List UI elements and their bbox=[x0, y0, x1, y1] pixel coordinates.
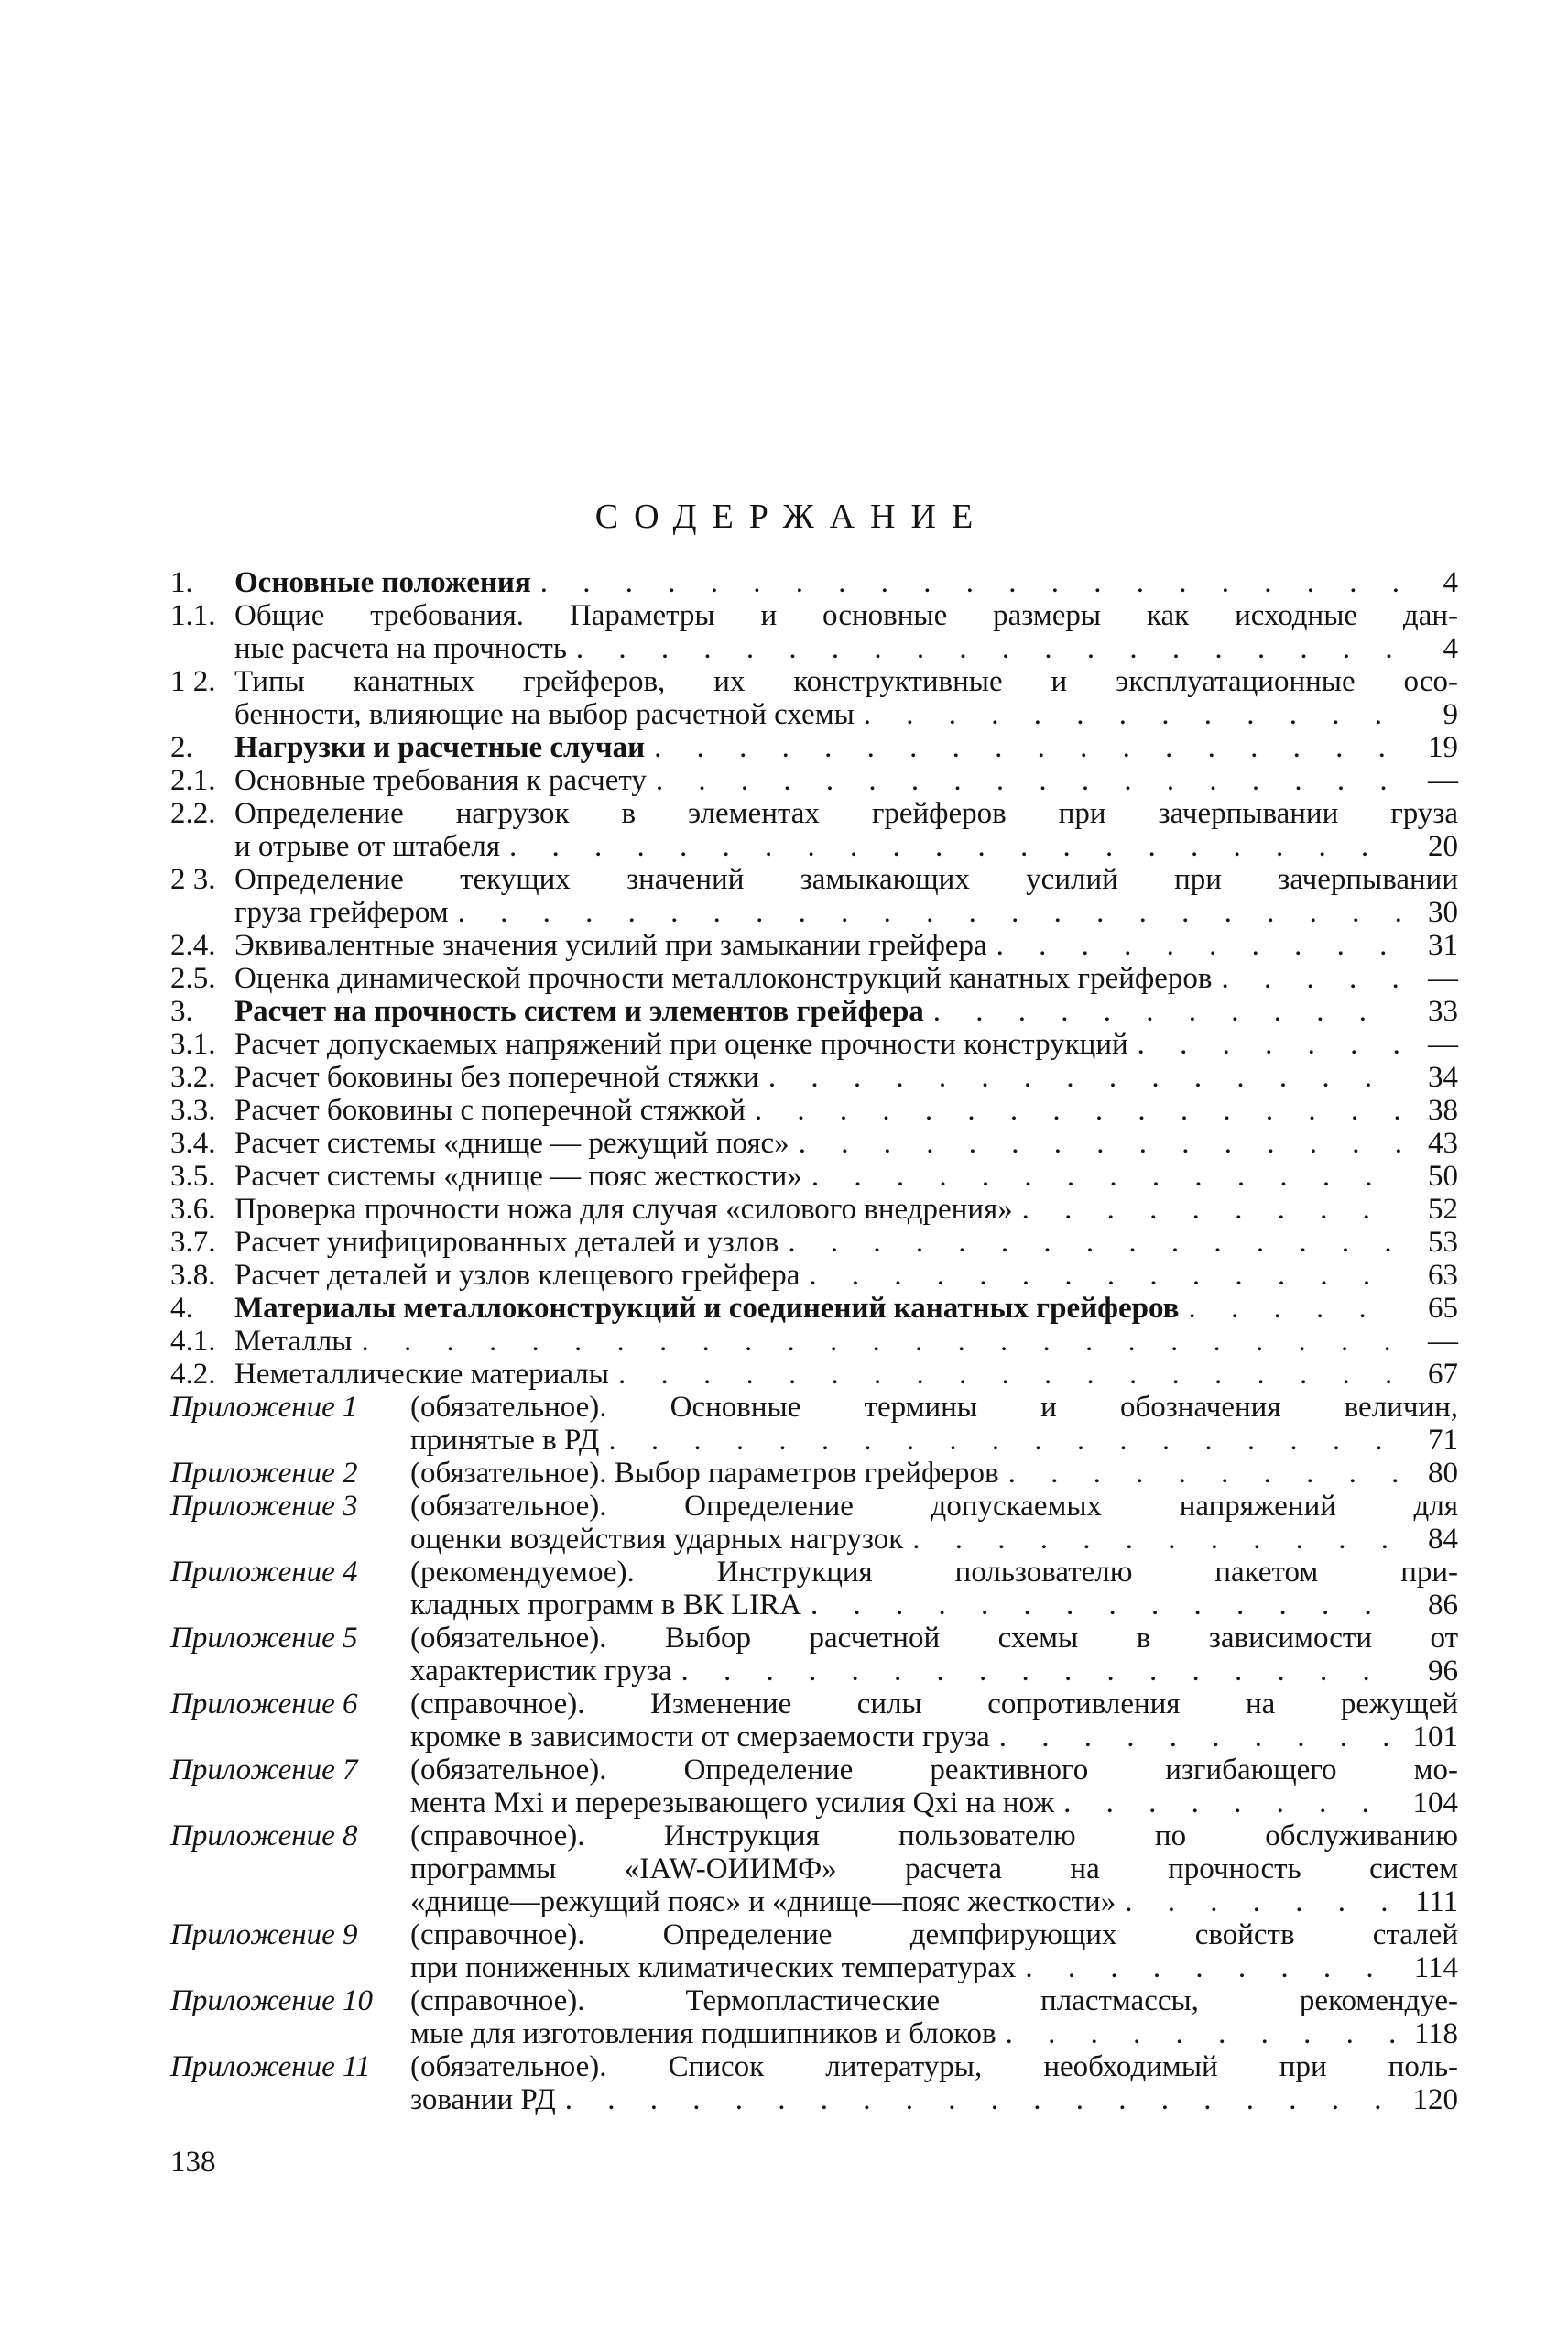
toc-entry bbox=[170, 1127, 1458, 1160]
dot-leader bbox=[645, 731, 1403, 764]
entry-body bbox=[234, 665, 1458, 731]
appendix-label: Приложение 5 bbox=[170, 1622, 358, 1655]
entry-title: кромке в зависимости от смерзаемости груза bbox=[410, 1721, 990, 1753]
section-number: 3.5. bbox=[170, 1160, 216, 1193]
entry-text-line: (рекомендуемое). Инструкция пользователю пакетом при- bbox=[410, 1556, 1458, 1589]
section-number: 3.1. bbox=[170, 1028, 216, 1061]
entry-last-line bbox=[234, 1226, 1458, 1259]
entry-last-line bbox=[234, 1325, 1458, 1358]
section-number: 3.7. bbox=[170, 1226, 216, 1259]
entry-last-line bbox=[410, 1885, 1458, 1918]
appendix-entry bbox=[170, 1918, 1458, 1984]
entry-page-number: 71 bbox=[1428, 1424, 1458, 1457]
page-title: СОДЕРЖАНИЕ bbox=[594, 497, 989, 536]
section-number: 4. bbox=[170, 1292, 193, 1325]
entry-last-line bbox=[234, 1259, 1458, 1292]
entry-last-line bbox=[234, 632, 1458, 665]
entry-title: Неметаллические материалы bbox=[234, 1358, 609, 1391]
dot-leader bbox=[1054, 1786, 1403, 1819]
toc-entry bbox=[170, 929, 1458, 962]
appendix-entry bbox=[170, 1984, 1458, 2050]
entry-last-line bbox=[234, 896, 1458, 929]
toc-entry bbox=[170, 1226, 1458, 1259]
entry-body bbox=[234, 1193, 1458, 1226]
toc-entry bbox=[170, 1358, 1458, 1391]
dot-leader bbox=[801, 1589, 1403, 1622]
dot-leader bbox=[500, 830, 1403, 863]
entry-page-number: — bbox=[1428, 1325, 1458, 1358]
entry-text-line: (справочное). Определение демпфирующих свойств сталей bbox=[410, 1918, 1458, 1951]
entry-title: оценки воздействия ударных нагрузок bbox=[410, 1523, 904, 1556]
entry-body bbox=[234, 1094, 1458, 1127]
entry-page-number: 30 bbox=[1428, 896, 1458, 929]
entry-page-number: 4 bbox=[1443, 566, 1458, 599]
entry-last-line bbox=[234, 962, 1458, 995]
section-number: 2 3. bbox=[170, 863, 216, 896]
entry-body bbox=[410, 1984, 1458, 2050]
entry-title: бенности, влияющие на выбор расчетной схемы bbox=[234, 698, 855, 731]
entry-title: зовании РД bbox=[410, 2083, 556, 2116]
appendix-entry bbox=[170, 1819, 1458, 1918]
dot-leader bbox=[800, 1259, 1403, 1292]
entry-last-line bbox=[410, 2083, 1458, 2116]
appendix-entry bbox=[170, 2050, 1458, 2116]
section-number: 1. bbox=[170, 566, 193, 599]
section-number: 2.5. bbox=[170, 962, 216, 995]
dot-leader bbox=[996, 2017, 1403, 2050]
entry-title: груза грейфером bbox=[234, 896, 449, 929]
entry-body bbox=[234, 962, 1458, 995]
dot-leader bbox=[855, 698, 1403, 731]
section-number: 2. bbox=[170, 731, 193, 764]
toc-entry bbox=[170, 1028, 1458, 1061]
entry-page-number: 84 bbox=[1428, 1523, 1458, 1556]
entry-title: Основные требования к расчету bbox=[234, 764, 647, 797]
entry-body bbox=[410, 1457, 1458, 1490]
section-number: 3.2. bbox=[170, 1061, 216, 1094]
entry-title: при пониженных климатических температурах bbox=[410, 1951, 1017, 1984]
entry-text-line: (обязательное). Основные термины и обозначения величин, bbox=[410, 1391, 1458, 1424]
appendix-entry bbox=[170, 1622, 1458, 1688]
entry-page-number: — bbox=[1428, 962, 1458, 995]
entry-title: Расчет допускаемых напряжений при оценке прочности конструкций bbox=[234, 1028, 1128, 1061]
entry-last-line bbox=[410, 1655, 1458, 1688]
entry-page-number: 111 bbox=[1414, 1885, 1458, 1918]
entry-body bbox=[234, 929, 1458, 962]
entry-last-line bbox=[234, 995, 1458, 1028]
section-number: 3.6. bbox=[170, 1193, 216, 1226]
dot-leader bbox=[609, 1358, 1403, 1391]
page-number: 138 bbox=[170, 2146, 216, 2179]
toc-entry bbox=[170, 599, 1458, 665]
entry-last-line bbox=[410, 2017, 1458, 2050]
entry-title: Основные положения bbox=[234, 566, 531, 599]
entry-page-number: 4 bbox=[1443, 632, 1458, 665]
entry-text-line: программы «IAW-ОИИМФ» расчета на прочность систем bbox=[410, 1852, 1458, 1885]
entry-title: (обязательное). Выбор параметров грейферов bbox=[410, 1457, 999, 1490]
entry-title: Расчет боковины без поперечной стяжки bbox=[234, 1061, 759, 1094]
toc-entry bbox=[170, 1061, 1458, 1094]
entry-last-line bbox=[234, 1028, 1458, 1061]
appendix-label: Приложение 1 bbox=[170, 1391, 358, 1424]
entry-body bbox=[410, 1490, 1458, 1556]
toc-entry bbox=[170, 1292, 1458, 1325]
appendix-label: Приложение 8 bbox=[170, 1819, 358, 1852]
dot-leader bbox=[567, 632, 1403, 665]
section-number: 4.1. bbox=[170, 1325, 216, 1358]
entry-body bbox=[410, 2050, 1458, 2116]
toc-entry bbox=[170, 995, 1458, 1028]
toc-entry bbox=[170, 665, 1458, 731]
dot-leader bbox=[1016, 1951, 1403, 1984]
entry-page-number: 53 bbox=[1428, 1226, 1458, 1259]
entry-title: Металлы bbox=[234, 1325, 353, 1358]
dot-leader bbox=[802, 1160, 1403, 1193]
table-of-contents bbox=[170, 566, 1458, 2116]
entry-page-number: 9 bbox=[1443, 698, 1458, 731]
appendix-label: Приложение 4 bbox=[170, 1556, 358, 1589]
entry-last-line bbox=[234, 698, 1458, 731]
dot-leader bbox=[1213, 962, 1403, 995]
appendix-label: Приложение 6 bbox=[170, 1688, 358, 1721]
entry-last-line bbox=[234, 764, 1458, 797]
entry-body bbox=[410, 1622, 1458, 1688]
dot-leader bbox=[746, 1094, 1403, 1127]
entry-page-number: 33 bbox=[1428, 995, 1458, 1028]
dot-leader bbox=[789, 1127, 1403, 1160]
dot-leader bbox=[671, 1655, 1403, 1688]
entry-page-number: 104 bbox=[1412, 1786, 1458, 1819]
entry-last-line bbox=[410, 1523, 1458, 1556]
appendix-label: Приложение 11 bbox=[170, 2050, 371, 2083]
entry-text-line: (справочное). Термопластические пластмассы, рекомендуе- bbox=[410, 1984, 1458, 2017]
entry-page-number: 101 bbox=[1412, 1721, 1458, 1753]
entry-last-line bbox=[234, 1127, 1458, 1160]
entry-body bbox=[234, 1325, 1458, 1358]
entry-page-number: 80 bbox=[1428, 1457, 1458, 1490]
dot-leader bbox=[987, 929, 1403, 962]
entry-last-line bbox=[410, 1721, 1458, 1753]
entry-page-number: 50 bbox=[1428, 1160, 1458, 1193]
dot-leader bbox=[556, 2083, 1403, 2116]
entry-text-line: Общие требования. Параметры и основные размеры как исходные дан- bbox=[234, 599, 1458, 632]
section-number: 2.4. bbox=[170, 929, 216, 962]
toc-entry bbox=[170, 962, 1458, 995]
entry-last-line bbox=[234, 1094, 1458, 1127]
entry-text-line: Определение текущих значений замыкающих усилий при зачерпывании bbox=[234, 863, 1458, 896]
appendix-label: Приложение 7 bbox=[170, 1753, 358, 1786]
section-number: 3. bbox=[170, 995, 193, 1028]
entry-last-line bbox=[410, 1457, 1458, 1490]
entry-title: кладных программ в ВК LIRA bbox=[410, 1589, 801, 1622]
entry-title: Расчет деталей и узлов клещевого грейфера bbox=[234, 1259, 800, 1292]
dot-leader bbox=[647, 764, 1403, 797]
entry-page-number: 43 bbox=[1428, 1127, 1458, 1160]
appendix-entry bbox=[170, 1753, 1458, 1819]
entry-body bbox=[410, 1819, 1458, 1918]
entry-title: мента Mxi и перерезывающего усилия Qxi на нож bbox=[410, 1786, 1055, 1819]
entry-page-number: — bbox=[1428, 764, 1458, 797]
entry-body bbox=[234, 1061, 1458, 1094]
section-number: 1.1. bbox=[170, 599, 216, 632]
appendix-entry bbox=[170, 1391, 1458, 1457]
toc-entry bbox=[170, 1094, 1458, 1127]
entry-title: мые для изготовления подшипников и блоков bbox=[410, 2017, 996, 2050]
entry-page-number: 114 bbox=[1413, 1951, 1458, 1984]
entry-page-number: 63 bbox=[1428, 1259, 1458, 1292]
entry-last-line bbox=[234, 1061, 1458, 1094]
entry-title: Расчет системы «днище — пояс жесткости» bbox=[234, 1160, 802, 1193]
entry-body bbox=[410, 1391, 1458, 1457]
entry-title: и отрыве от штабеля bbox=[234, 830, 501, 863]
toc-entry bbox=[170, 566, 1458, 599]
appendix-label: Приложение 3 bbox=[170, 1490, 358, 1523]
dot-leader bbox=[599, 1424, 1403, 1457]
entry-title: характеристик груза bbox=[410, 1655, 672, 1688]
dot-leader bbox=[1116, 1885, 1403, 1918]
entry-body bbox=[234, 1160, 1458, 1193]
entry-body bbox=[234, 1028, 1458, 1061]
entry-last-line bbox=[234, 830, 1458, 863]
dot-leader bbox=[352, 1325, 1403, 1358]
entry-last-line bbox=[410, 1951, 1458, 1984]
appendix-label: Приложение 9 bbox=[170, 1918, 358, 1951]
dot-leader bbox=[990, 1721, 1403, 1753]
entry-page-number: 96 bbox=[1428, 1655, 1458, 1688]
toc-entry bbox=[170, 1325, 1458, 1358]
entry-body bbox=[234, 599, 1458, 665]
entry-page-number: 52 bbox=[1428, 1193, 1458, 1226]
dot-leader bbox=[1128, 1028, 1403, 1061]
dot-leader bbox=[1013, 1193, 1403, 1226]
entry-last-line bbox=[234, 1160, 1458, 1193]
dot-leader bbox=[999, 1457, 1403, 1490]
entry-body bbox=[234, 1292, 1458, 1325]
dot-leader bbox=[924, 995, 1403, 1028]
entry-text-line: (обязательное). Определение реактивного изгибающего мо- bbox=[410, 1753, 1458, 1786]
entry-text-line: Типы канатных грейферов, их конструктивные и эксплуатационные осо- bbox=[234, 665, 1458, 698]
entry-last-line bbox=[410, 1424, 1458, 1457]
entry-title: ные расчета на прочность bbox=[234, 632, 567, 665]
entry-page-number: 31 bbox=[1428, 929, 1458, 962]
toc-entry bbox=[170, 764, 1458, 797]
entry-last-line bbox=[410, 1589, 1458, 1622]
dot-leader bbox=[779, 1226, 1403, 1259]
entry-text-line: Определение нагрузок в элементах грейферов при зачерпывании груза bbox=[234, 797, 1458, 830]
entry-body bbox=[234, 1127, 1458, 1160]
entry-body bbox=[234, 731, 1458, 764]
appendix-entry bbox=[170, 1490, 1458, 1556]
entry-page-number: 34 bbox=[1428, 1061, 1458, 1094]
entry-page-number: 19 bbox=[1428, 731, 1458, 764]
entry-last-line bbox=[234, 1358, 1458, 1391]
entry-body bbox=[410, 1688, 1458, 1753]
entry-page-number: 118 bbox=[1413, 2017, 1458, 2050]
entry-title: «днище—режущий пояс» и «днище—пояс жесткости» bbox=[410, 1885, 1116, 1918]
entry-last-line bbox=[410, 1786, 1458, 1819]
section-number: 4.2. bbox=[170, 1358, 216, 1391]
toc-entry bbox=[170, 731, 1458, 764]
entry-last-line bbox=[234, 731, 1458, 764]
entry-title: Оценка динамической прочности металлоконструкций канатных грейферов bbox=[234, 962, 1213, 995]
appendix-label: Приложение 10 bbox=[170, 1984, 373, 2017]
entry-text-line: (обязательное). Выбор расчетной схемы в зависимости от bbox=[410, 1622, 1458, 1655]
section-number: 3.3. bbox=[170, 1094, 216, 1127]
entry-title: Расчет системы «днище — режущий пояс» bbox=[234, 1127, 789, 1160]
entry-page-number: 67 bbox=[1428, 1358, 1458, 1391]
dot-leader bbox=[759, 1061, 1403, 1094]
entry-body bbox=[234, 1358, 1458, 1391]
dot-leader bbox=[903, 1523, 1403, 1556]
entry-page-number: 38 bbox=[1428, 1094, 1458, 1127]
dot-leader bbox=[449, 896, 1403, 929]
entry-text-line: (обязательное). Список литературы, необходимый при поль- bbox=[410, 2050, 1458, 2083]
entry-last-line bbox=[234, 566, 1458, 599]
appendix-label: Приложение 2 bbox=[170, 1457, 358, 1490]
appendix-entry bbox=[170, 1688, 1458, 1753]
entry-page-number: 20 bbox=[1428, 830, 1458, 863]
section-number: 2.1. bbox=[170, 764, 216, 797]
section-number: 1 2. bbox=[170, 665, 216, 698]
entry-page-number: 86 bbox=[1428, 1589, 1458, 1622]
entry-body bbox=[410, 1918, 1458, 1984]
entry-body bbox=[410, 1753, 1458, 1819]
entry-text-line: (справочное). Инструкция пользователю по обслуживанию bbox=[410, 1819, 1458, 1852]
section-number: 2.2. bbox=[170, 797, 216, 830]
section-number: 3.8. bbox=[170, 1259, 216, 1292]
appendix-entry bbox=[170, 1556, 1458, 1622]
entry-body bbox=[234, 1226, 1458, 1259]
entry-title: Расчет унифицированных деталей и узлов bbox=[234, 1226, 779, 1259]
entry-body bbox=[234, 995, 1458, 1028]
entry-page-number: 120 bbox=[1412, 2083, 1458, 2116]
entry-page-number: 65 bbox=[1428, 1292, 1458, 1325]
entry-body bbox=[234, 566, 1458, 599]
entry-title: Материалы металлоконструкций и соединений канатных грейферов bbox=[234, 1292, 1180, 1325]
toc-entry bbox=[170, 1160, 1458, 1193]
entry-body bbox=[234, 797, 1458, 863]
entry-title: Расчет боковины с поперечной стяжкой bbox=[234, 1094, 746, 1127]
entry-body bbox=[234, 764, 1458, 797]
toc-entry bbox=[170, 797, 1458, 863]
dot-leader bbox=[531, 566, 1403, 599]
section-number: 3.4. bbox=[170, 1127, 216, 1160]
dot-leader bbox=[1180, 1292, 1404, 1325]
entry-last-line bbox=[234, 1292, 1458, 1325]
toc-entry bbox=[170, 863, 1458, 929]
entry-body bbox=[234, 863, 1458, 929]
entry-body bbox=[234, 1259, 1458, 1292]
entry-title: Нагрузки и расчетные случаи bbox=[234, 731, 646, 764]
entry-last-line bbox=[234, 1193, 1458, 1226]
entry-text-line: (справочное). Изменение силы сопротивления на режущей bbox=[410, 1688, 1458, 1721]
appendix-entry bbox=[170, 1457, 1458, 1490]
entry-page-number: — bbox=[1428, 1028, 1458, 1061]
entry-title: Проверка прочности ножа для случая «силового внедрения» bbox=[234, 1193, 1013, 1226]
toc-entry bbox=[170, 1193, 1458, 1226]
entry-title: Расчет на прочность систем и элементов грейфера bbox=[234, 995, 924, 1028]
entry-title: Эквивалентные значения усилий при замыкании грейфера bbox=[234, 929, 987, 962]
toc-entry bbox=[170, 1259, 1458, 1292]
entry-text-line: (обязательное). Определение допускаемых напряжений для bbox=[410, 1490, 1458, 1523]
entry-body bbox=[410, 1556, 1458, 1622]
entry-last-line bbox=[234, 929, 1458, 962]
entry-title: принятые в РД bbox=[410, 1424, 600, 1457]
